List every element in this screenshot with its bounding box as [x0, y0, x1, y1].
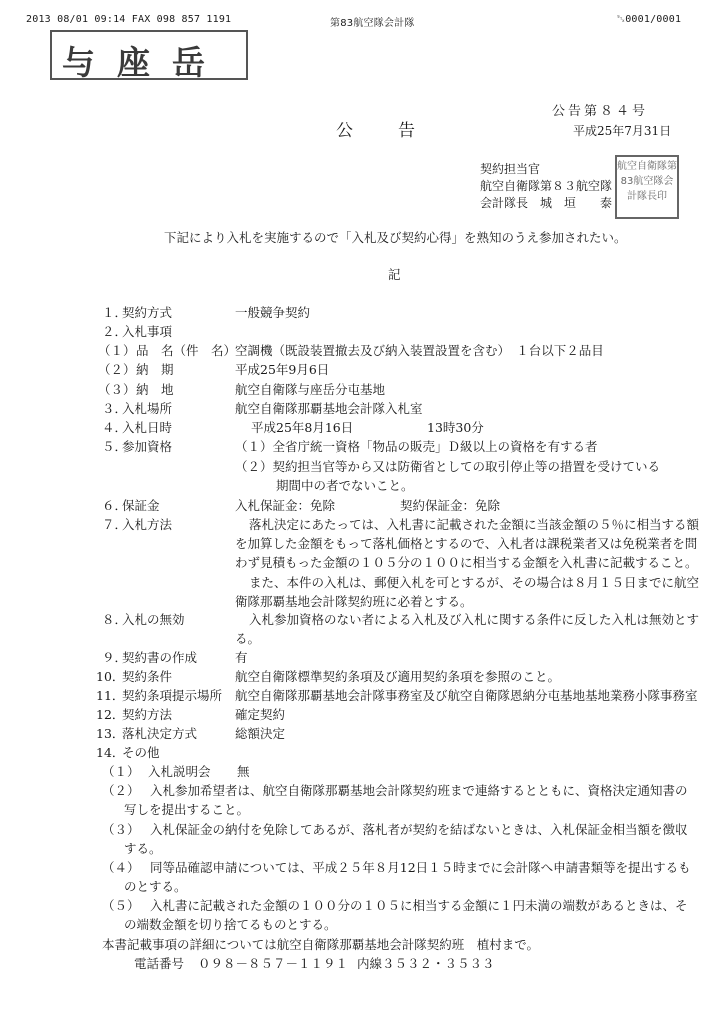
item-label: 契約書の作成: [122, 650, 198, 665]
item-label: 契約方式: [122, 305, 173, 320]
item-number: （１）: [98, 343, 136, 358]
place-stamp-text: 与座岳: [62, 43, 227, 82]
item-number: 14．: [96, 745, 125, 760]
issuer-unit: 航空自衛隊第８３航空隊: [480, 179, 613, 193]
bid-deposit: 入札保証金：免除: [235, 498, 336, 513]
item-number: ６．: [102, 498, 128, 513]
place-stamp: [50, 30, 248, 80]
item-value: 一般競争契約: [235, 305, 311, 320]
item-label: 品 名（件 名）: [136, 343, 237, 358]
item-label: 納 地: [136, 382, 174, 397]
item-label: その他: [122, 745, 160, 760]
paragraph-line: 入札参加資格のない者による入札及び入札に関する条件に反した入札は無効とす: [249, 612, 700, 627]
item-label: 入札事項: [122, 324, 173, 339]
item-label: 保証金: [122, 498, 160, 513]
paragraph-line: 入札保証金の納付を免除してあるが、落札者が契約を結ばないときは、入札保証金相当額を徴収: [150, 822, 688, 837]
issuer-title: 契約担当官: [480, 162, 541, 176]
paragraph-line: 入札書に記載された金額の１００分の１０５に相当する金額に１円未満の端数があるときは、そ: [150, 898, 688, 913]
item-number: ８．: [102, 612, 128, 627]
intro-text: 下記により入札を実施するので「入札及び契約心得」を熟知のうえ参加されたい。: [164, 230, 627, 245]
notice-date: 平成25年7月31日: [573, 124, 672, 138]
phone-label: 電話番号: [134, 956, 185, 971]
qualification-2: （２）契約担当官等から又は防衛省としての取引停止等の措置を受けている: [235, 459, 661, 474]
paragraph-line: を加算した金額をもって落札価格とするので、入札者は課税業者又は免税業者を問: [235, 536, 698, 551]
item-number: ９．: [102, 650, 128, 665]
notice-number: 公告第８４号: [552, 104, 649, 119]
item-label: 入札日時: [122, 420, 173, 435]
item-number: ７．: [102, 517, 128, 532]
official-seal: 航空自衛隊第83航空隊会計隊長印: [615, 155, 679, 219]
item-label: 契約方法: [122, 707, 173, 722]
item-value: 空調機（既設装置撤去及び納入装置設置を含む） １台以下２品目: [235, 343, 604, 358]
paragraph-line: 同等品確認申請については、平成２５年８月12日１５時までに会計隊へ申請書類等を提出するも: [150, 860, 691, 875]
qualification-2-cont: 期間中の者でないこと。: [276, 478, 414, 493]
item-number: ５．: [102, 439, 128, 454]
item-label: 入札場所: [122, 401, 173, 416]
item-label: 納 期: [136, 362, 174, 377]
paragraph-line: また、本件の入札は、郵便入札を可とするが、その場合は８月１５日までに航空: [249, 575, 700, 590]
item-number: （３）: [98, 382, 136, 397]
fax-header-timestamp: 2013 08/01 09:14 FAX 098 857 1191: [26, 14, 232, 25]
item-number: １．: [102, 305, 128, 320]
item-label: 契約条項提示場所: [122, 688, 223, 703]
item-label: 契約条件: [122, 669, 173, 684]
bid-time: 13時30分: [427, 420, 484, 435]
paragraph-line: のとする。: [124, 879, 187, 894]
item-number: （４）: [102, 860, 140, 875]
item-number: ２．: [102, 324, 128, 339]
item-number: （３）: [102, 822, 140, 837]
qualification-1: （１）全省庁統一資格「物品の販売」Ｄ級以上の資格を有する者: [235, 439, 598, 454]
item-label: 入札の無効: [122, 612, 185, 627]
item-label: 入札方法: [122, 517, 173, 532]
paragraph-line: わず見積もった金額の１０５分の１００に相当する金額を入札書に記載すること。: [235, 555, 698, 570]
item-number: 11．: [96, 688, 125, 703]
paragraph-line: する。: [124, 841, 162, 856]
fax-header-page: ␂0001/0001: [617, 14, 682, 25]
item-number: 12．: [96, 707, 125, 722]
item-value: 有: [235, 650, 248, 665]
bid-date: 平成25年8月16日: [251, 420, 354, 435]
paragraph-line: 写しを提出すること。: [124, 802, 250, 817]
item-label: 入札説明会: [148, 764, 211, 779]
item-number: （１）: [102, 764, 140, 779]
item-number: （２）: [102, 783, 140, 798]
item-number: （５）: [102, 898, 140, 913]
item-value: 航空自衛隊那覇基地会計隊事務室及び航空自衛隊恩納分屯基地基地業務小隊事務室: [235, 688, 698, 703]
phone-number: ０９８－８５７－１１９１: [198, 956, 349, 971]
ki-heading: 記: [388, 267, 401, 282]
phone-extension: 内線３５３２・３５３３: [357, 956, 495, 971]
item-number: ４．: [102, 420, 128, 435]
paragraph-line: 衛隊那覇基地会計隊契約班に必着とする。: [235, 594, 473, 609]
item-label: 参加資格: [122, 439, 173, 454]
notice-title: 公告: [336, 121, 460, 141]
issuer-name: 会計隊長 城 垣 泰: [480, 196, 613, 210]
contact-note: 本書記載事項の詳細については航空自衛隊那覇基地会計隊契約班 植村まで。: [102, 937, 540, 952]
item-number: 13．: [96, 726, 125, 741]
item-value: 確定契約: [235, 707, 286, 722]
paragraph-line: 入札参加希望者は、航空自衛隊那覇基地会計隊契約班まで連絡するとともに、資格決定通知書の: [150, 783, 688, 798]
item-value: 総額決定: [235, 726, 286, 741]
item-value: 航空自衛隊那覇基地会計隊入札室: [235, 401, 423, 416]
item-number: （２）: [98, 362, 136, 377]
item-value: 航空自衛隊標準契約条項及び適用契約条項を参照のこと。: [235, 669, 561, 684]
fax-header-sender: 第83航空隊会計隊: [330, 18, 415, 29]
paragraph-line: る。: [235, 631, 261, 646]
item-number: ３．: [102, 401, 128, 416]
contract-deposit: 契約保証金：免除: [400, 498, 501, 513]
paragraph-line: 落札決定にあたっては、入札書に記載された金額に当該金額の５％に相当する額: [249, 517, 700, 532]
item-label: 落札決定方式: [122, 726, 198, 741]
item-value: 無: [237, 764, 250, 779]
item-value: 航空自衛隊与座岳分屯基地: [235, 382, 386, 397]
item-value: 平成25年9月6日: [235, 362, 330, 377]
paragraph-line: の端数金額を切り捨てるものとする。: [124, 917, 337, 932]
item-number: 10．: [96, 669, 125, 684]
